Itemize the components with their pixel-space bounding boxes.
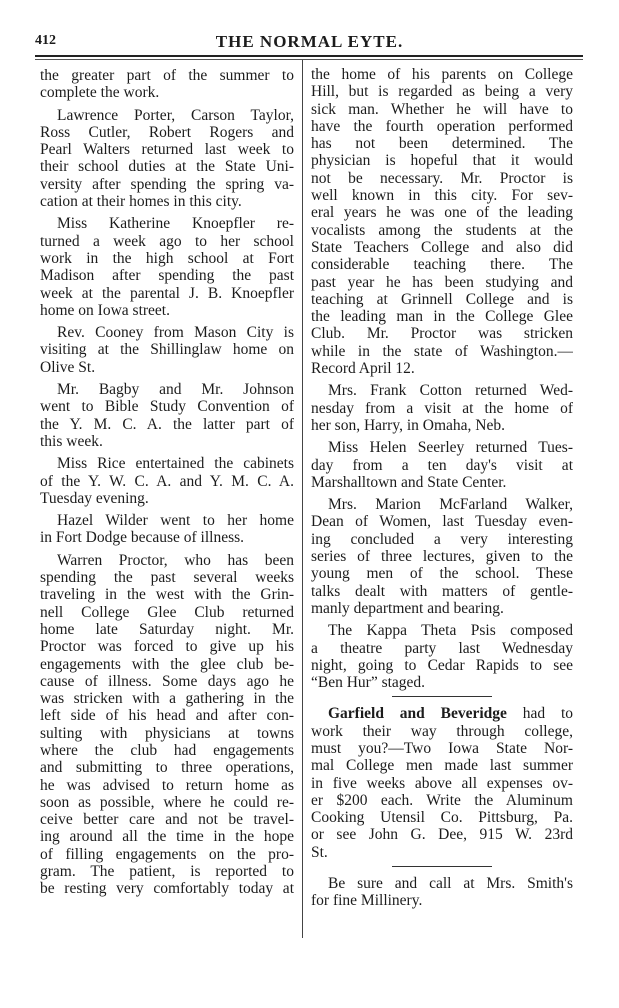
text-line: went to Bible Study Convention of bbox=[40, 398, 294, 416]
text-line: week at the parental J. B. Knoepfler bbox=[40, 284, 294, 302]
text-line: Cooking Utensil Co. Pittsburg, Pa. bbox=[311, 809, 573, 827]
text-line: must you?—Two Iowa State Nor- bbox=[311, 739, 573, 757]
text-line: sulting with physicians at towns bbox=[40, 724, 294, 742]
text-line: Be sure and call at Mrs. Smith's bbox=[328, 875, 573, 893]
news-item bbox=[311, 705, 573, 861]
text-line: of filling engagements on the pro- bbox=[40, 845, 294, 863]
text-line: Record April 12. bbox=[311, 360, 415, 378]
text-line: and submitting to three operations, bbox=[40, 759, 294, 777]
text-line: their school duties at the State Uni- bbox=[40, 158, 294, 176]
text-line: teaching at Grinnell College and is bbox=[311, 290, 573, 308]
text-line: Pearl Walters returned last week to bbox=[40, 141, 294, 159]
text-line: Madison after spending the past bbox=[40, 267, 294, 285]
text-line bbox=[311, 705, 573, 722]
news-item bbox=[40, 107, 294, 211]
text-line: young men of the school. These bbox=[311, 565, 573, 583]
text-line: talks dealt with matters of gentle- bbox=[311, 582, 573, 600]
text-line: day from a ten day's visit at bbox=[311, 456, 573, 474]
text-line: turned a week ago to her school bbox=[40, 232, 294, 250]
text-line: Mr. Bagby and Mr. Johnson bbox=[57, 381, 294, 399]
text-line: gram. The patient, is reported to bbox=[40, 863, 294, 881]
text-line: er $200 each. Write the Aluminum bbox=[311, 791, 573, 809]
text-line: sick man. Whether he will have to bbox=[311, 100, 573, 118]
column-divider bbox=[302, 60, 303, 938]
text-line: not be necessary. Mr. Proctor is bbox=[311, 169, 573, 187]
text-line: cause of illness. Some days ago he bbox=[40, 672, 294, 690]
text-line: past year he has been studying and bbox=[311, 273, 573, 291]
text-line: Rev. Cooney from Mason City is bbox=[57, 324, 294, 342]
text-line: nesday from a visit at the home of bbox=[311, 399, 573, 417]
text-line: while in the state of Washington.— bbox=[311, 342, 573, 360]
text-line: the home of his parents on College bbox=[311, 66, 573, 83]
text-line: of the Y. W. C. A. and Y. M. C. A. bbox=[40, 472, 294, 490]
text-line: ing around all the time in the hope bbox=[40, 828, 294, 846]
news-item bbox=[311, 622, 573, 691]
text-line: her son, Harry, in Omaha, Neb. bbox=[311, 416, 505, 434]
text-line: St. bbox=[311, 843, 328, 861]
text-line: considerable teaching there. The bbox=[311, 256, 573, 274]
text-line: work in the high school at Fort bbox=[40, 249, 294, 267]
text-line: was stricken with a gathering in the bbox=[40, 690, 294, 708]
text-line: Hill, but is regarded as being a very bbox=[311, 83, 573, 101]
news-item bbox=[40, 324, 294, 376]
text-line: traveling in the west with the Grin- bbox=[40, 586, 294, 604]
text-line: nell College Glee Club returned bbox=[40, 603, 294, 621]
news-item bbox=[40, 67, 294, 102]
news-item bbox=[40, 552, 294, 898]
news-item bbox=[40, 512, 294, 547]
text-line: the leading man in the College Glee bbox=[311, 308, 573, 326]
text-line: the greater part of the summer to bbox=[40, 67, 294, 84]
text-line: ing concluded a very interesting bbox=[311, 530, 573, 548]
text-line: Mrs. Marion McFarland Walker, bbox=[328, 496, 573, 514]
text-line: in five weeks above all expenses ov- bbox=[311, 774, 573, 792]
text-line: physician is hopeful that it would bbox=[311, 152, 573, 170]
text-line: mal College men made last summer bbox=[311, 757, 573, 775]
text-line: has not been determined. The bbox=[311, 135, 573, 153]
text-line: series of three lectures, given to the bbox=[311, 548, 573, 566]
text-line: home late Saturday night. Mr. bbox=[40, 620, 294, 638]
text-line: State Teachers College and also did bbox=[311, 238, 573, 256]
text-line: manly department and bearing. bbox=[311, 599, 504, 617]
page-number: 412 bbox=[35, 33, 56, 48]
text-line: cation at their homes in this city. bbox=[40, 193, 242, 211]
text-line: Club. Mr. Proctor was stricken bbox=[311, 325, 573, 343]
text-line: Tuesday evening. bbox=[40, 489, 149, 507]
text-line: night, going to Cedar Rapids to see bbox=[311, 656, 573, 674]
news-item bbox=[311, 875, 573, 910]
text-line: “Ben Hur” staged. bbox=[311, 674, 426, 692]
text-line: spending the past several weeks bbox=[40, 569, 294, 587]
news-item bbox=[311, 496, 573, 617]
text-line: The Kappa Theta Psis composed bbox=[328, 622, 573, 640]
text-line: versity after spending the spring va- bbox=[40, 175, 294, 193]
text-line: left side of his head and after con- bbox=[40, 707, 294, 725]
news-item bbox=[40, 455, 294, 507]
text-line: or see John G. Dee, 915 W. 23rd bbox=[311, 826, 573, 844]
text-line: the Y. M. C. A. the latter part of bbox=[40, 415, 294, 433]
bold-lead: Garfield and Beveridge bbox=[328, 705, 507, 723]
text-line: Ross Cutler, Robert Rogers and bbox=[40, 123, 294, 141]
lead-rest: had to bbox=[506, 705, 573, 723]
text-line: Hazel Wilder went to her home bbox=[57, 512, 294, 530]
text-line: for fine Millinery. bbox=[311, 892, 423, 910]
text-line: Mrs. Frank Cotton returned Wed- bbox=[328, 382, 573, 400]
text-line: eral years he was one of the leading bbox=[311, 204, 573, 222]
separator-rule bbox=[392, 696, 492, 697]
text-line: Miss Katherine Knoepfler re- bbox=[57, 215, 294, 233]
separator-rule bbox=[392, 866, 492, 867]
text-line: visiting at the Shillinglaw home on bbox=[40, 341, 294, 359]
news-item bbox=[311, 439, 573, 491]
text-line: Dean of Women, last Tuesday even- bbox=[311, 513, 573, 531]
text-line: home on Iowa street. bbox=[40, 301, 170, 319]
text-line: Proctor was forced to give up his bbox=[40, 638, 294, 656]
text-line: be resting very comfortably today at bbox=[40, 880, 294, 898]
text-line: Miss Rice entertained the cabinets bbox=[57, 455, 294, 473]
text-line: in Fort Dodge because of illness. bbox=[40, 529, 245, 547]
text-line: have the fourth operation performed bbox=[311, 117, 573, 135]
text-line: ceive better care and not be travel- bbox=[40, 811, 294, 829]
text-line: a theatre party last Wednesday bbox=[311, 639, 573, 657]
text-line: complete the work. bbox=[40, 84, 160, 102]
publication-title: THE NORMAL EYTE. bbox=[215, 32, 404, 51]
text-line: Miss Helen Seerley returned Tues- bbox=[328, 439, 573, 457]
text-line: he was advised to return home as bbox=[40, 776, 294, 794]
news-item bbox=[311, 66, 573, 377]
text-line: well known in this city. For sev- bbox=[311, 187, 573, 205]
header-rule bbox=[35, 55, 583, 60]
right-column bbox=[311, 66, 573, 915]
text-line: vocalists among the students at the bbox=[311, 221, 573, 239]
left-column bbox=[40, 67, 294, 903]
text-line: this week. bbox=[40, 432, 103, 450]
text-line: work their way through college, bbox=[311, 722, 573, 740]
news-item bbox=[40, 215, 294, 319]
text-line: Olive St. bbox=[40, 358, 96, 376]
news-item bbox=[40, 381, 294, 450]
text-line: Warren Proctor, who has been bbox=[57, 551, 294, 569]
text-line: Lawrence Porter, Carson Taylor, bbox=[57, 106, 294, 124]
text-line: Marshalltown and State Center. bbox=[311, 473, 507, 491]
text-line: engagements with the glee club be- bbox=[40, 655, 294, 673]
text-line: where the club had engagements bbox=[40, 741, 294, 759]
news-item bbox=[311, 382, 573, 434]
text-line: soon as possible, where he could re- bbox=[40, 793, 294, 811]
